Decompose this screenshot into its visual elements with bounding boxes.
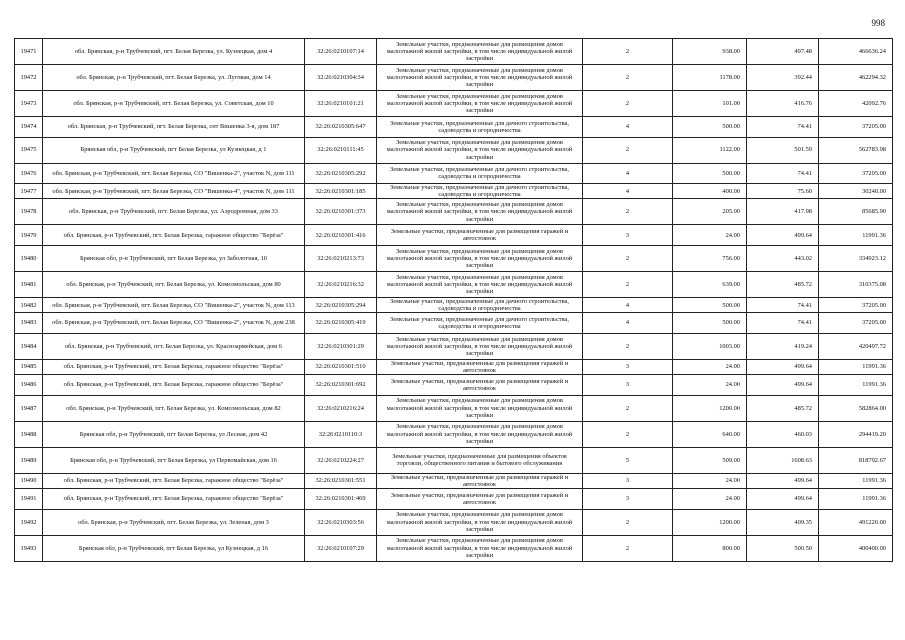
specific-value-cell: 499.64 [747, 473, 819, 488]
land-use-cell: Земельные участки, предназначенные для дачного строительства, садоводства и огородничества [377, 184, 583, 199]
area-cell: 800.00 [673, 535, 747, 561]
specific-value-cell: 499.64 [747, 375, 819, 396]
address-cell: обл. Брянская, р-н Трубчевский, пгт. Белая Березка, ул. Комсомольская, дом 80 [43, 271, 305, 297]
specific-value-cell: 74.41 [747, 163, 819, 184]
cadastral-number-cell: 32:26:0210107:29 [305, 535, 377, 561]
address-cell: обл. Брянская, р-н Трубчевский, пгт. Белая Березка, СО "Вишенка-2", участок N, дом 113 [43, 297, 305, 312]
row-number: 19480 [15, 245, 43, 271]
land-use-cell: Земельные участки, предназначенные для размещения гаражей и автостоянок [377, 473, 583, 488]
cadastral-value-cell: 400400.00 [819, 535, 893, 561]
area-cell: 24.00 [673, 359, 747, 374]
cadastral-number-cell: 32:26:0210213:73 [305, 245, 377, 271]
table-row [15, 375, 893, 396]
cadastral-value-cell: 11991.36 [819, 473, 893, 488]
address-cell: обл. Брянская, р-н Трубчевский, пгт. Белая Березка, гаражное общество "Берёза" [43, 375, 305, 396]
cadastral-number-cell: 32:26:0210216:32 [305, 271, 377, 297]
address-cell: обл. Брянская, р-н Трубчевский, пгт. Белая Березка, ул. Зеленая, дом 3 [43, 509, 305, 535]
row-number: 19478 [15, 199, 43, 225]
row-number: 19482 [15, 297, 43, 312]
specific-value-cell: 485.72 [747, 395, 819, 421]
group-number-cell: 2 [583, 333, 673, 359]
land-use-cell: Земельные участки, предназначенные для дачного строительства, садоводства и огородничества [377, 117, 583, 138]
cadastral-value-cell: 37205.00 [819, 313, 893, 334]
area-cell: 509.00 [673, 447, 747, 473]
specific-value-cell: 419.24 [747, 333, 819, 359]
specific-value-cell: 74.41 [747, 313, 819, 334]
land-use-cell: Земельные участки, предназначенные для размещения гаражей и автостоянок [377, 375, 583, 396]
land-use-cell: Земельные участки, предназначенные для размещения гаражей и автостоянок [377, 489, 583, 510]
address-cell: обл. Брянская, р-н Трубчевский, пгт. Белая Березка, гаражное общество "Берёза" [43, 359, 305, 374]
land-use-cell: Земельные участки, предназначенные для размещения гаражей и автостоянок [377, 225, 583, 246]
specific-value-cell: 75.60 [747, 184, 819, 199]
area-cell: 1122.00 [673, 137, 747, 163]
area-cell: 24.00 [673, 375, 747, 396]
area-cell: 1003.00 [673, 333, 747, 359]
group-number-cell: 2 [583, 65, 673, 91]
row-number: 19471 [15, 39, 43, 65]
land-use-cell: Земельные участки, предназначенные для размещения домов малоэтажной жилой застройки, в том числе индивидуальной жилой застройки [377, 199, 583, 225]
row-number: 19486 [15, 375, 43, 396]
group-number-cell: 3 [583, 225, 673, 246]
land-use-cell: Земельные участки, предназначенные для размещения домов малоэтажной жилой застройки, в том числе индивидуальной жилой застройки [377, 91, 583, 117]
land-use-cell: Земельные участки, предназначенные для дачного строительства, садоводства и огородничества [377, 313, 583, 334]
group-number-cell: 2 [583, 535, 673, 561]
land-use-cell: Земельные участки, предназначенные для размещения домов малоэтажной жилой застройки, в том числе индивидуальной жилой застройки [377, 271, 583, 297]
specific-value-cell: 499.64 [747, 359, 819, 374]
row-number: 19485 [15, 359, 43, 374]
group-number-cell: 2 [583, 199, 673, 225]
cadastral-value-cell: 310375.08 [819, 271, 893, 297]
cadastral-table [14, 38, 893, 562]
cadastral-value-cell: 11991.36 [819, 225, 893, 246]
cadastral-number-cell: 32:26:0210301:416 [305, 225, 377, 246]
cadastral-number-cell: 32:26:0210301:185 [305, 184, 377, 199]
row-number: 19481 [15, 271, 43, 297]
specific-value-cell: 392.44 [747, 65, 819, 91]
row-number: 19474 [15, 117, 43, 138]
cadastral-value-cell: 466636.24 [819, 39, 893, 65]
specific-value-cell: 497.48 [747, 39, 819, 65]
cadastral-number-cell: 32:26:0210304:34 [305, 65, 377, 91]
table-row [15, 473, 893, 488]
cadastral-value-cell: 42092.76 [819, 91, 893, 117]
group-number-cell: 2 [583, 245, 673, 271]
address-cell: обл. Брянская, р-н Трубчевский, пгт. Белая Березка, ул. Кузнецкая, дом 4 [43, 39, 305, 65]
table-row [15, 359, 893, 374]
cadastral-value-cell: 85685.90 [819, 199, 893, 225]
area-cell: 756.00 [673, 245, 747, 271]
cadastral-number-cell: 32:26:0210224:27 [305, 447, 377, 473]
cadastral-number-cell: 32:26:0210110:3 [305, 421, 377, 447]
cadastral-number-cell: 32:26:0210301:510 [305, 359, 377, 374]
land-use-cell: Земельные участки, предназначенные для размещения домов малоэтажной жилой застройки, в том числе индивидуальной жилой застройки [377, 333, 583, 359]
cadastral-value-cell: 11991.36 [819, 375, 893, 396]
table-row [15, 535, 893, 561]
area-cell: 500.00 [673, 313, 747, 334]
address-cell: Брянская обл, р-н Трубчевский, пгт Белая Березка, ул Первомайская, дом 16 [43, 447, 305, 473]
group-number-cell: 3 [583, 359, 673, 374]
table-row [15, 117, 893, 138]
area-cell: 24.00 [673, 225, 747, 246]
cadastral-value-cell: 11991.36 [819, 489, 893, 510]
table-row [15, 509, 893, 535]
specific-value-cell: 500.50 [747, 535, 819, 561]
group-number-cell: 3 [583, 473, 673, 488]
cadastral-value-cell: 420497.72 [819, 333, 893, 359]
address-cell: обл. Брянская, р-н Трубчевский, пгт. Белая Березка, ул. Комсомольская, дом 82 [43, 395, 305, 421]
cadastral-number-cell: 32:26:0210305:294 [305, 297, 377, 312]
land-use-cell: Земельные участки, предназначенные для размещения домов малоэтажной жилой застройки, в том числе индивидуальной жилой застройки [377, 509, 583, 535]
table-row [15, 199, 893, 225]
row-number: 19492 [15, 509, 43, 535]
cadastral-number-cell: 32:26:0210301:29 [305, 333, 377, 359]
cadastral-table-sheet [14, 38, 892, 562]
area-cell: 24.00 [673, 489, 747, 510]
address-cell: обл. Брянская, р-н Трубчевский, пгт. Белая Березка, СО "Вишенка-2", участок N, дом 111 [43, 163, 305, 184]
row-number: 19491 [15, 489, 43, 510]
table-row [15, 297, 893, 312]
area-cell: 500.00 [673, 163, 747, 184]
group-number-cell: 2 [583, 271, 673, 297]
table-row [15, 245, 893, 271]
specific-value-cell: 1608.63 [747, 447, 819, 473]
row-number: 19484 [15, 333, 43, 359]
group-number-cell: 2 [583, 39, 673, 65]
table-row [15, 184, 893, 199]
area-cell: 938.00 [673, 39, 747, 65]
table-row [15, 225, 893, 246]
cadastral-value-cell: 37205.00 [819, 117, 893, 138]
land-use-cell: Земельные участки, предназначенные для дачного строительства, садоводства и огородничества [377, 163, 583, 184]
cadastral-value-cell: 37205.00 [819, 297, 893, 312]
land-use-cell: Земельные участки, предназначенные для размещения объектов торговли, общественного питания и бытового обслуживания [377, 447, 583, 473]
group-number-cell: 4 [583, 117, 673, 138]
specific-value-cell: 501.59 [747, 137, 819, 163]
area-cell: 400.00 [673, 184, 747, 199]
cadastral-value-cell: 462294.32 [819, 65, 893, 91]
address-cell: Брянская обл, р-н Трубчевский, пгт Белая Березка, ул Лесная, дом 42 [43, 421, 305, 447]
specific-value-cell: 460.03 [747, 421, 819, 447]
page-number: 998 [871, 18, 885, 28]
cadastral-value-cell: 11991.36 [819, 359, 893, 374]
row-number: 19479 [15, 225, 43, 246]
address-cell: обл. Брянская, р-н Трубчевский, пгт. Белая Березка, ул. Луговая, дом 14 [43, 65, 305, 91]
address-cell: обл. Брянская, р-н Трубчевский, пгт. Белая Березка, гаражное общество "Берёза" [43, 225, 305, 246]
address-cell: Брянская обл, р-н Трубчевский, пгт Белая Березка, ул Кузнецкая, д 16 [43, 535, 305, 561]
address-cell: обл. Брянская, р-н Трубчевский, пгт. Белая Березка, гаражное общество "Берёза" [43, 489, 305, 510]
land-use-cell: Земельные участки, предназначенные для дачного строительства, садоводства и огородничества [377, 297, 583, 312]
address-cell: Брянская обл, р-н Трубчевский, пгт Белая Березка, ул Кузнецкая, д 1 [43, 137, 305, 163]
address-cell: Брянская обл, р-н Трубчевский, пгт Белая Березка, ул Заболотная, 10 [43, 245, 305, 271]
group-number-cell: 2 [583, 137, 673, 163]
specific-value-cell: 416.76 [747, 91, 819, 117]
area-cell: 640.00 [673, 421, 747, 447]
land-use-cell: Земельные участки, предназначенные для размещения домов малоэтажной жилой застройки, в том числе индивидуальной жилой застройки [377, 535, 583, 561]
area-cell: 500.00 [673, 117, 747, 138]
area-cell: 1178.00 [673, 65, 747, 91]
group-number-cell: 2 [583, 509, 673, 535]
cadastral-value-cell: 491220.00 [819, 509, 893, 535]
table-row [15, 91, 893, 117]
land-use-cell: Земельные участки, предназначенные для размещения домов малоэтажной жилой застройки, в том числе индивидуальной жилой застройки [377, 137, 583, 163]
cadastral-number-cell: 32:26:0210301:469 [305, 489, 377, 510]
specific-value-cell: 443.02 [747, 245, 819, 271]
cadastral-value-cell: 37205.00 [819, 163, 893, 184]
specific-value-cell: 417.98 [747, 199, 819, 225]
group-number-cell: 4 [583, 163, 673, 184]
cadastral-value-cell: 818792.67 [819, 447, 893, 473]
table-row [15, 395, 893, 421]
row-number: 19493 [15, 535, 43, 561]
area-cell: 639.00 [673, 271, 747, 297]
land-use-cell: Земельные участки, предназначенные для размещения домов малоэтажной жилой застройки, в том числе индивидуальной жилой застройки [377, 395, 583, 421]
group-number-cell: 3 [583, 489, 673, 510]
cadastral-value-cell: 334923.12 [819, 245, 893, 271]
land-use-cell: Земельные участки, предназначенные для размещения домов малоэтажной жилой застройки, в том числе индивидуальной жилой застройки [377, 421, 583, 447]
table-row [15, 137, 893, 163]
group-number-cell: 4 [583, 313, 673, 334]
cadastral-number-cell: 32:26:0210305:292 [305, 163, 377, 184]
table-row [15, 489, 893, 510]
cadastral-number-cell: 32:26:0210301:692 [305, 375, 377, 396]
table-row [15, 313, 893, 334]
address-cell: обл. Брянская, р-н Трубчевский, пгт. Белая Березка, СО "Вишенка-2", участок N, дом 238 [43, 313, 305, 334]
cadastral-value-cell: 30240.00 [819, 184, 893, 199]
row-number: 19487 [15, 395, 43, 421]
group-number-cell: 2 [583, 91, 673, 117]
specific-value-cell: 409.35 [747, 509, 819, 535]
group-number-cell: 3 [583, 375, 673, 396]
group-number-cell: 2 [583, 395, 673, 421]
group-number-cell: 4 [583, 297, 673, 312]
row-number: 19490 [15, 473, 43, 488]
cadastral-number-cell: 32:26:0210301:551 [305, 473, 377, 488]
row-number: 19488 [15, 421, 43, 447]
specific-value-cell: 499.64 [747, 225, 819, 246]
address-cell: обл. Брянская, р-н Трубчевский, пгт. Белая Березка, ул. Красноармейская, дом 6 [43, 333, 305, 359]
area-cell: 500.00 [673, 297, 747, 312]
cadastral-number-cell: 32:26:0210305:419 [305, 313, 377, 334]
table-body [15, 39, 893, 562]
specific-value-cell: 485.72 [747, 271, 819, 297]
address-cell: обл. Брянская, р-н Трубчевский, пгт. Белая Березка, СО "Вишенка-4", участок N, дом 111 [43, 184, 305, 199]
land-use-cell: Земельные участки, предназначенные для размещения гаражей и автостоянок [377, 359, 583, 374]
group-number-cell: 2 [583, 421, 673, 447]
table-row [15, 163, 893, 184]
land-use-cell: Земельные участки, предназначенные для размещения домов малоэтажной жилой застройки, в том числе индивидуальной жилой застройки [377, 65, 583, 91]
cadastral-number-cell: 32:26:0210305:647 [305, 117, 377, 138]
cadastral-number-cell: 32:26:0210301:373 [305, 199, 377, 225]
cadastral-number-cell: 32:26:0210107:14 [305, 39, 377, 65]
area-cell: 205.00 [673, 199, 747, 225]
address-cell: обл. Брянская, р-н Трубчевский, пгт. Белая Березка, ул. Аэродромная, дом 33 [43, 199, 305, 225]
table-row [15, 39, 893, 65]
group-number-cell: 5 [583, 447, 673, 473]
table-row [15, 65, 893, 91]
cadastral-number-cell: 32:26:0210216:24 [305, 395, 377, 421]
cadastral-number-cell: 32:26:0210101:21 [305, 91, 377, 117]
table-row [15, 271, 893, 297]
specific-value-cell: 74.41 [747, 117, 819, 138]
area-cell: 1200.00 [673, 395, 747, 421]
specific-value-cell: 74.41 [747, 297, 819, 312]
area-cell: 24.00 [673, 473, 747, 488]
address-cell: обл. Брянская, р-н Трубчевский, пгт. Белая Березка, гаражное общество "Берёза" [43, 473, 305, 488]
row-number: 19477 [15, 184, 43, 199]
cadastral-number-cell: 32:26:0210303:56 [305, 509, 377, 535]
group-number-cell: 4 [583, 184, 673, 199]
row-number: 19472 [15, 65, 43, 91]
row-number: 19476 [15, 163, 43, 184]
address-cell: обл. Брянская, р-н Трубчевский, пгт. Белая Березка, ул. Советская, дом 10 [43, 91, 305, 117]
cadastral-value-cell: 562783.98 [819, 137, 893, 163]
cadastral-value-cell: 294419.20 [819, 421, 893, 447]
cadastral-value-cell: 582864.00 [819, 395, 893, 421]
table-row [15, 447, 893, 473]
land-use-cell: Земельные участки, предназначенные для размещения домов малоэтажной жилой застройки, в том числе индивидуальной жилой застройки [377, 245, 583, 271]
specific-value-cell: 499.64 [747, 489, 819, 510]
table-row [15, 421, 893, 447]
row-number: 19473 [15, 91, 43, 117]
cadastral-number-cell: 32:26:0210111:45 [305, 137, 377, 163]
table-row [15, 333, 893, 359]
area-cell: 101.00 [673, 91, 747, 117]
row-number: 19489 [15, 447, 43, 473]
row-number: 19483 [15, 313, 43, 334]
land-use-cell: Земельные участки, предназначенные для размещения домов малоэтажной жилой застройки, в том числе индивидуальной жилой застройки [377, 39, 583, 65]
address-cell: обл. Брянская, р-н Трубчевский, пгт. Белая Березка, снт Вишенка 3-я, дом 187 [43, 117, 305, 138]
row-number: 19475 [15, 137, 43, 163]
area-cell: 1200.00 [673, 509, 747, 535]
